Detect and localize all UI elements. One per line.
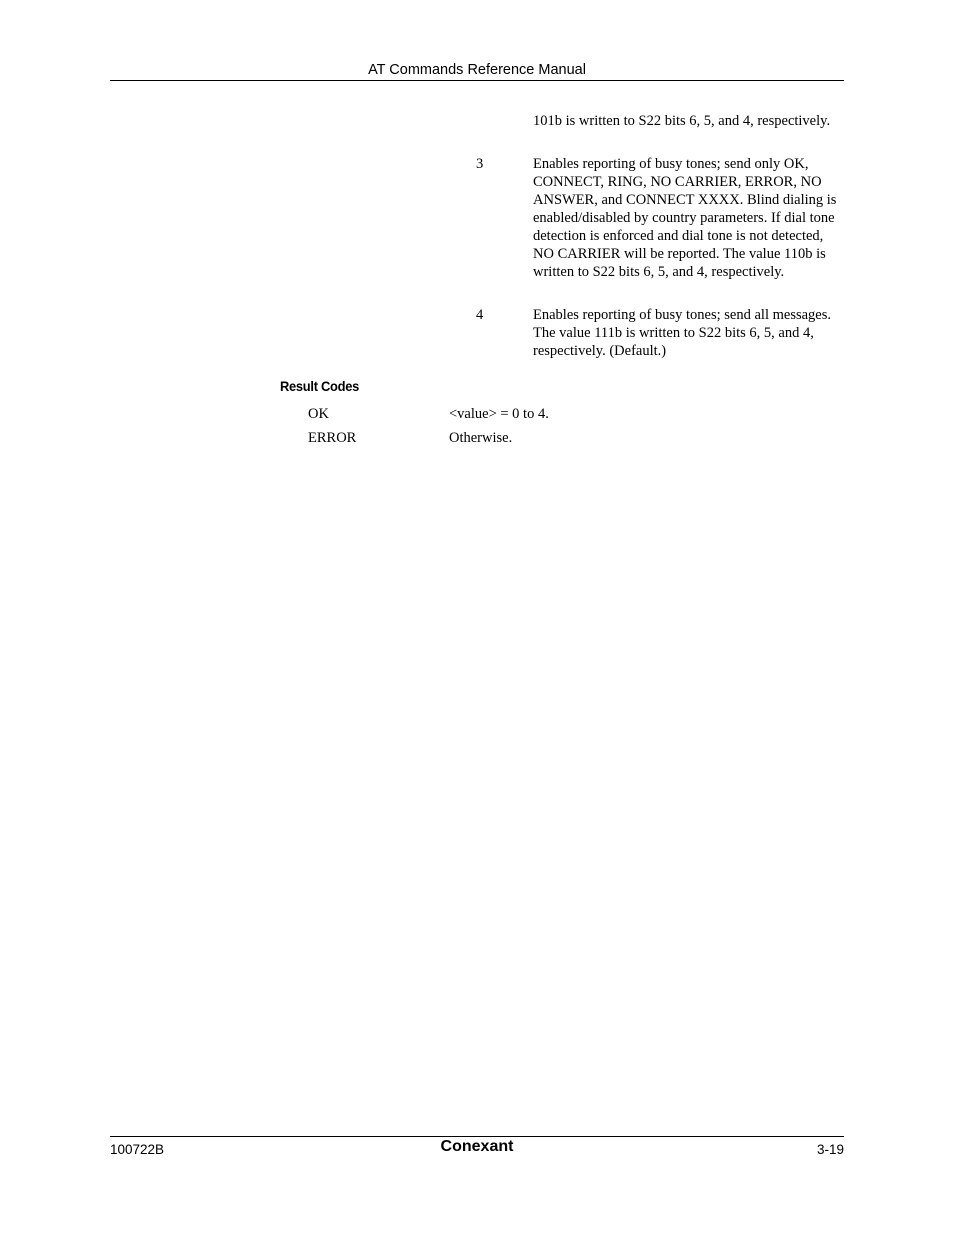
result-code-ok-description: <value> = 0 to 4.	[449, 406, 549, 422]
result-code-ok: OK	[308, 406, 329, 422]
parameter-value-4: 4	[476, 307, 484, 323]
result-code-error-description: Otherwise.	[449, 430, 513, 446]
header-rule	[110, 80, 844, 81]
parameter-description-4: Enables reporting of busy tones; send all messages. The value 111b is written to S22 bits 6, 5, and 4, respectively. (Default.)	[533, 307, 831, 359]
footer-rule	[110, 1136, 844, 1137]
parameter-value-3: 3	[476, 156, 484, 172]
footer-page-number: 3-19	[816, 1142, 844, 1157]
result-code-error: ERROR	[308, 430, 357, 446]
running-header-title: AT Commands Reference Manual	[368, 62, 586, 78]
footer-doc-number: 100722B	[110, 1142, 165, 1157]
footer-company: Conexant	[440, 1138, 514, 1155]
result-codes-heading: Result Codes	[280, 378, 360, 394]
parameter-description-3: Enables reporting of busy tones; send only OK, CONNECT, RING, NO CARRIER, ERROR, NO ANSWER, and CONNECT XXXX. Blind dialing is enabled/disabled by country parameters. If dial tone detection is enforced and dial tone is not detected, NO CARRIER will be reported. The value 110b is written to S22 bits 6, 5, and 4, respectively.	[533, 156, 837, 280]
parameter-continuation-text: 101b is written to S22 bits 6, 5, and 4, respectively.	[533, 113, 831, 129]
